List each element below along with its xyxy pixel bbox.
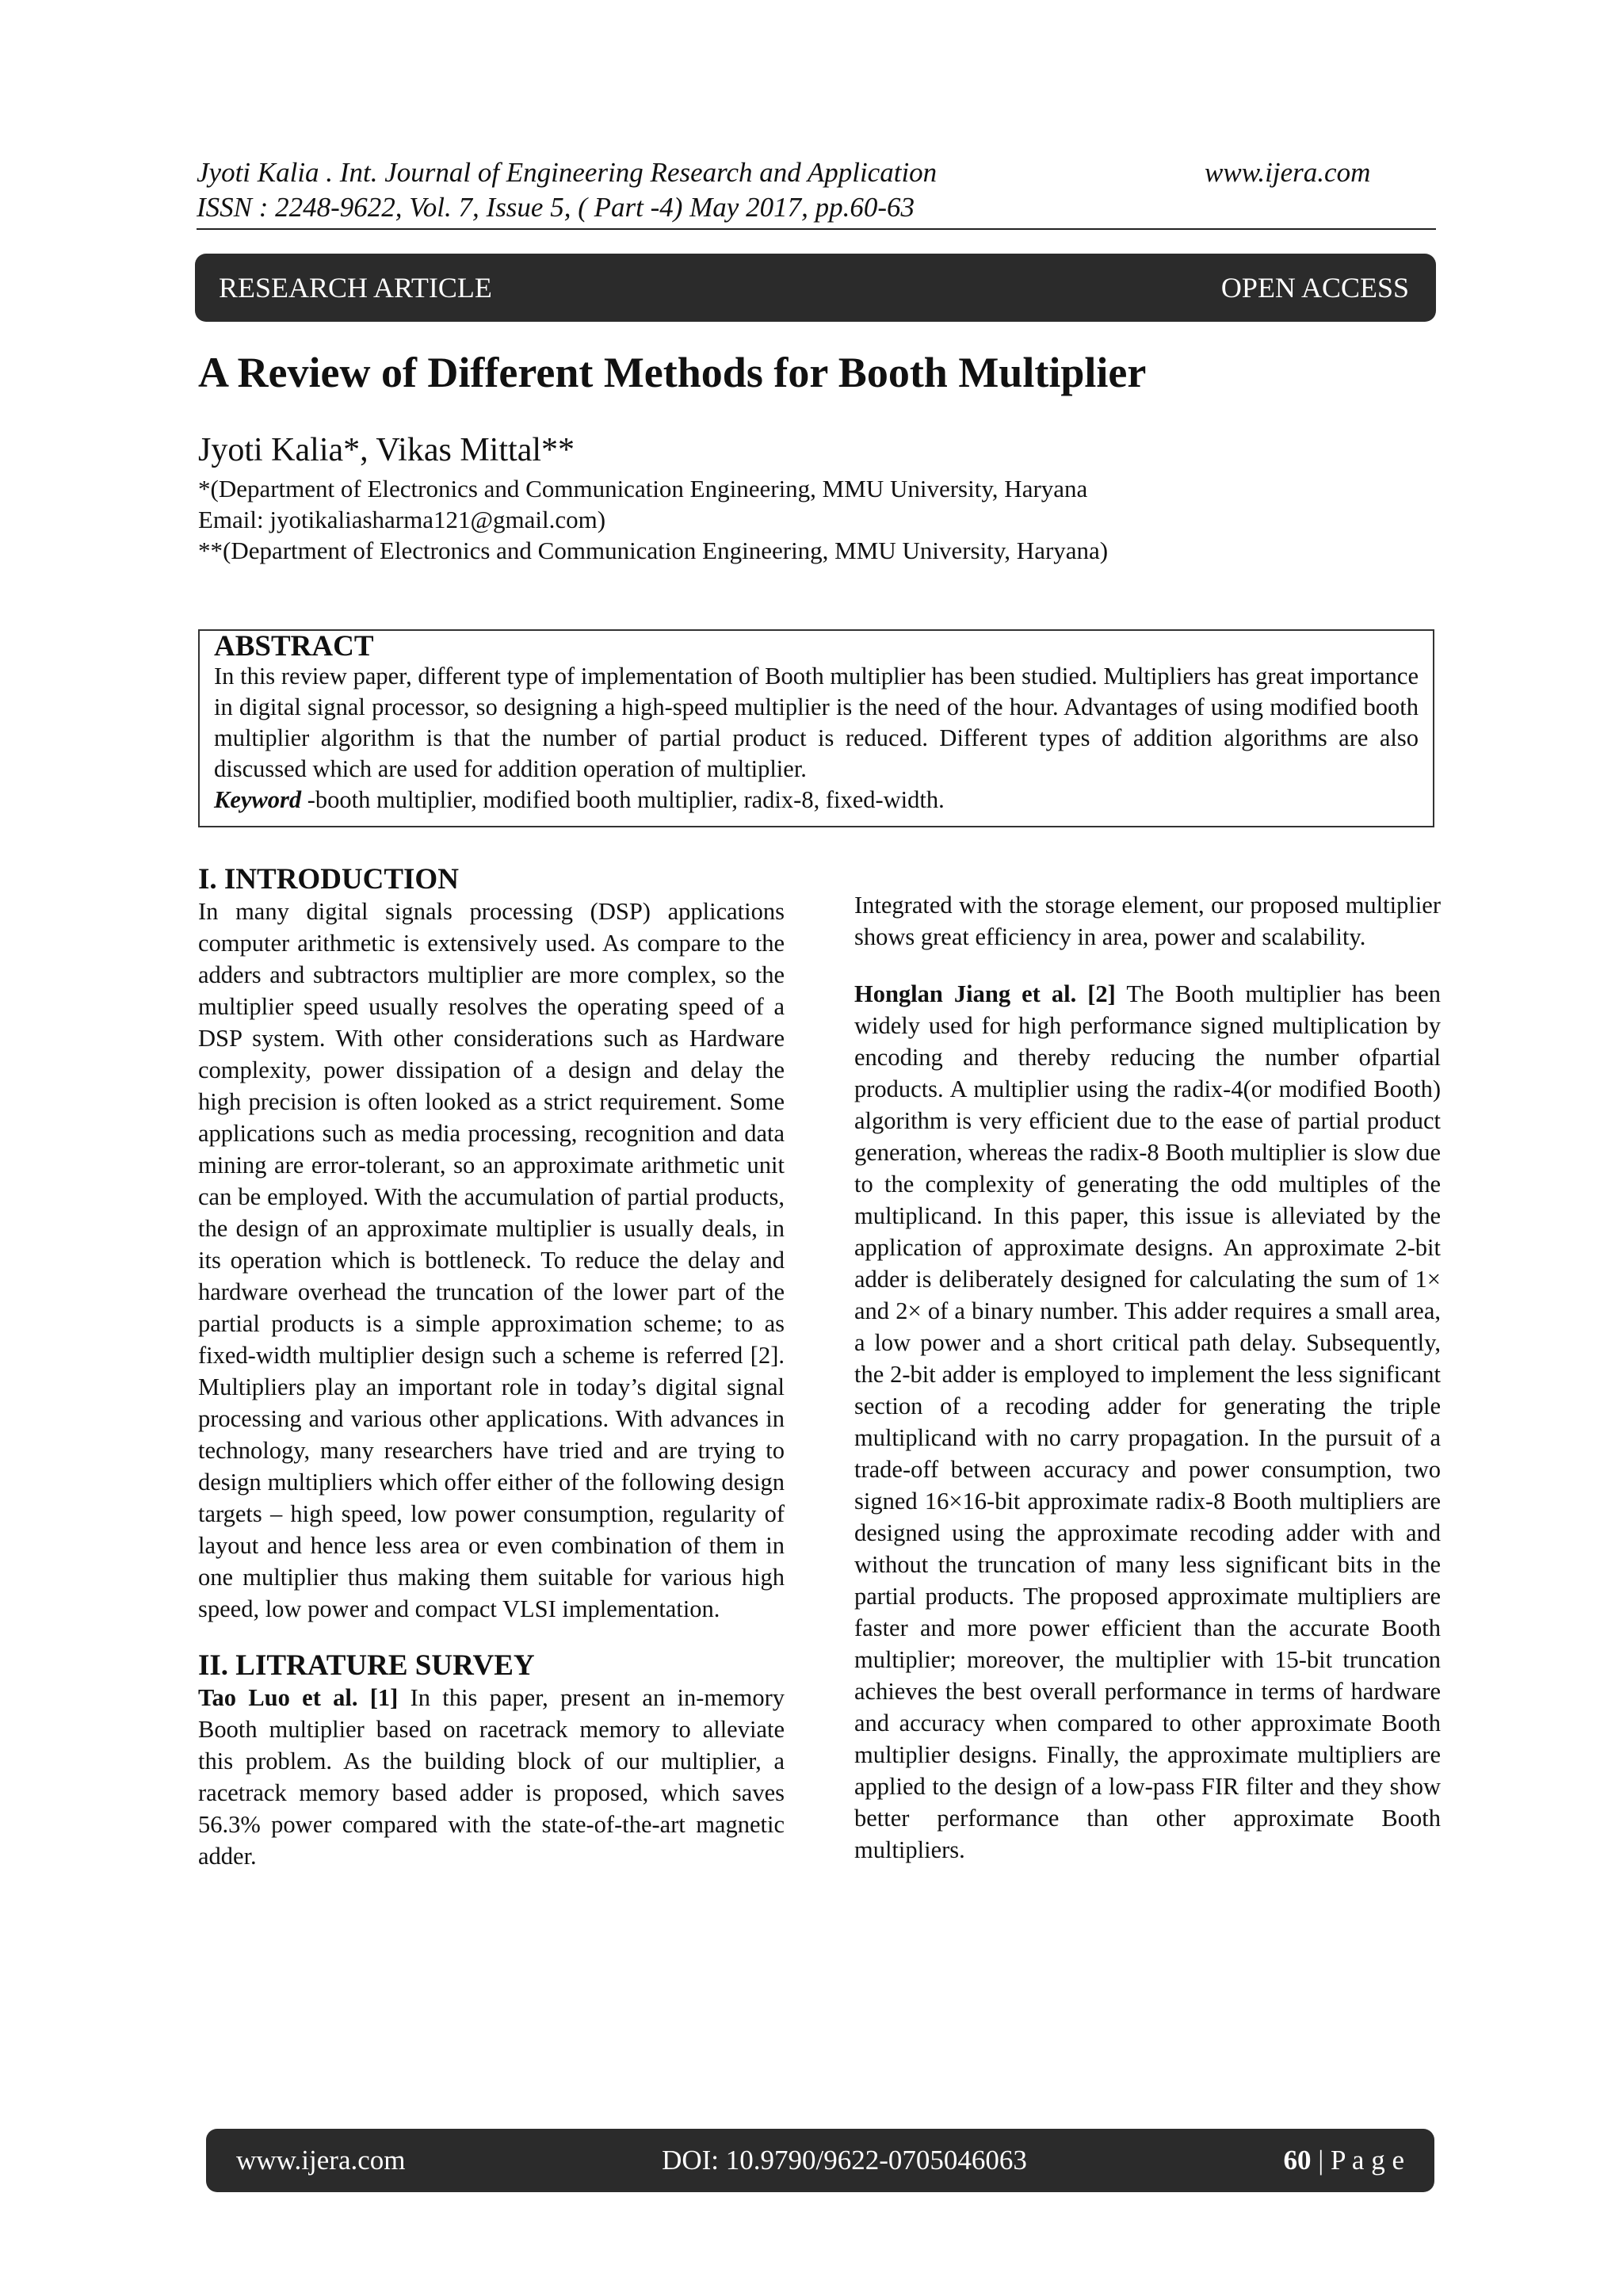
abstract-box [198,629,1434,827]
intro-heading: I. INTRODUCTION [198,863,459,896]
intro-paragraph: In many digital signals processing (DSP) applications computer arithmetic is extensively used. As compare to the adders and subtractors multiplier are more complex, so the multiplier speed usually resolves the operating speed of a DSP system. With other considerations such as Hardware complexity, power dissipation of a design and delay the high precision is often looked as a strict requirement. Some applications such as media processing, recognition and data mining are error-tolerant, so an approximate arithmetic unit can be employed. With the accumulation of partial products, the design of an approximate multiplier is usually deals, in its operation which is bottleneck. To reduce the delay and hardware overhead the truncation of the lower part of the partial products is a simple approximation scheme; to as fixed-width multiplier design such a scheme is referred [2]. Multipliers play an important role in today’s digital signal processing and various other applications. With advances in technology, many researchers have tried and are trying to design multipliers which offer either of the following design targets – high speed, low power consumption, regularity of layout and hence less area or even combination of them in one multiplier thus making them suitable for various high speed, low power and compact VLSI implementation. [198,898,785,1622]
footer-website[interactable]: www.ijera.com [236,2145,406,2176]
keyword-list: -booth multiplier, modified booth multiplier, radix-8, fixed-width. [301,786,945,813]
ref2-author: Honglan Jiang et al. [2] [854,980,1116,1007]
research-article-label: RESEARCH ARTICLE [219,272,492,304]
footer-page [1284,2145,1405,2176]
author-email[interactable]: Email: jyotikaliasharma121@gmail.com) [198,506,606,533]
ref1-author: Tao Luo et al. [1] [198,1684,399,1711]
affiliation-1: *(Department of Electronics and Communication Engineering, MMU University, Haryana [198,475,1088,502]
keywords-line [214,785,1419,816]
header-rule [197,228,1436,230]
ref2-text: The Booth multiplier has been widely used for high performance signed multiplication by encoding and thereby reducing the number ofpartial products. A multiplier using the radix-4(or modified Booth) algorithm is very efficient due to the ease of partial product generation, whereas the radix-8 Booth multiplier is slow due to the complexity of generating the odd multiples of the multiplicand. In this paper, this issue is alleviated by the application of approximate designs. An approximate 2-bit adder is deliberately designed for calculating the sum of 1× and 2× of a binary number. This adder requires a small area, a low power and a short critical path delay. Subsequently, the 2-bit adder is employed to implement the less significant section of a recoding adder for generating the triple multiplicand with no carry propagation. In the pursuit of a trade-off between accuracy and power consumption, two signed 16×16-bit approximate radix-8 Booth multipliers are designed using the approximate recoding adder with and without the truncation of many less significant bits in the partial products. The proposed approximate multipliers are faster and more power efficient than the accurate Booth multiplier; moreover, the multiplier with 15-bit truncation achieves the best overall performance in terms of hardware and accuracy when compared to other approximate Booth multiplier designs. Finally, the approximate multipliers are applied to the design of a low-pass FIR filter and they show better performance than other approximate Booth multipliers. [854,980,1442,1863]
journal-header: Jyoti Kalia . Int. Journal of Engineering Research and Application [197,157,938,188]
survey-heading: II. LITRATURE SURVEY [198,1649,535,1682]
open-access-label: OPEN ACCESS [1220,272,1409,304]
right-column [854,889,1441,1866]
paper-title: A Review of Different Methods for Booth Multiplier [198,349,1147,396]
article-type-banner [195,254,1436,322]
keyword-label: Keyword [214,786,302,813]
survey-ref1-paragraph [198,1682,785,1872]
footer-doi[interactable]: DOI: 10.9790/9622-0705046063 [662,2145,1027,2176]
abstract-heading: ABSTRACT [214,630,374,663]
issn-line: ISSN : 2248-9622, Vol. 7, Issue 5, ( Part -4) May 2017, pp.60-63 [197,192,915,223]
continuation-paragraph: Integrated with the storage element, our proposed multiplier shows great efficiency in area, power and scalability. [854,892,1441,950]
page-number: 60 [1283,2145,1312,2176]
left-column [198,864,785,1872]
ref1-text: In this paper, present an in-memory Booth multiplier based on racetrack memory to alleviate this problem. As the building block of our multiplier, a racetrack memory based adder is proposed, which saves 56.3% power compared with the state-of-the-art magnetic adder. [198,1684,785,1870]
survey-ref2-paragraph [854,978,1441,1866]
affiliation-2: **(Department of Electronics and Communication Engineering, MMU University, Haryana) [198,537,1109,564]
page-label: | P a g e [1311,2145,1404,2176]
author-list: Jyoti Kalia*, Vikas Mittal** [198,432,575,468]
page-footer [206,2129,1434,2192]
journal-website[interactable]: www.ijera.com [1205,157,1371,188]
abstract-body: In this review paper, different type of implementation of Booth multiplier has been studied. Multipliers has great importance in digital signal processor, so designing a high-speed multiplier is the need of the hour. Advantages of using modified booth multiplier algorithm is that the number of partial product is reduced. Different types of addition algorithms are also discussed which are used for addition operation of multiplier. [214,663,1419,782]
